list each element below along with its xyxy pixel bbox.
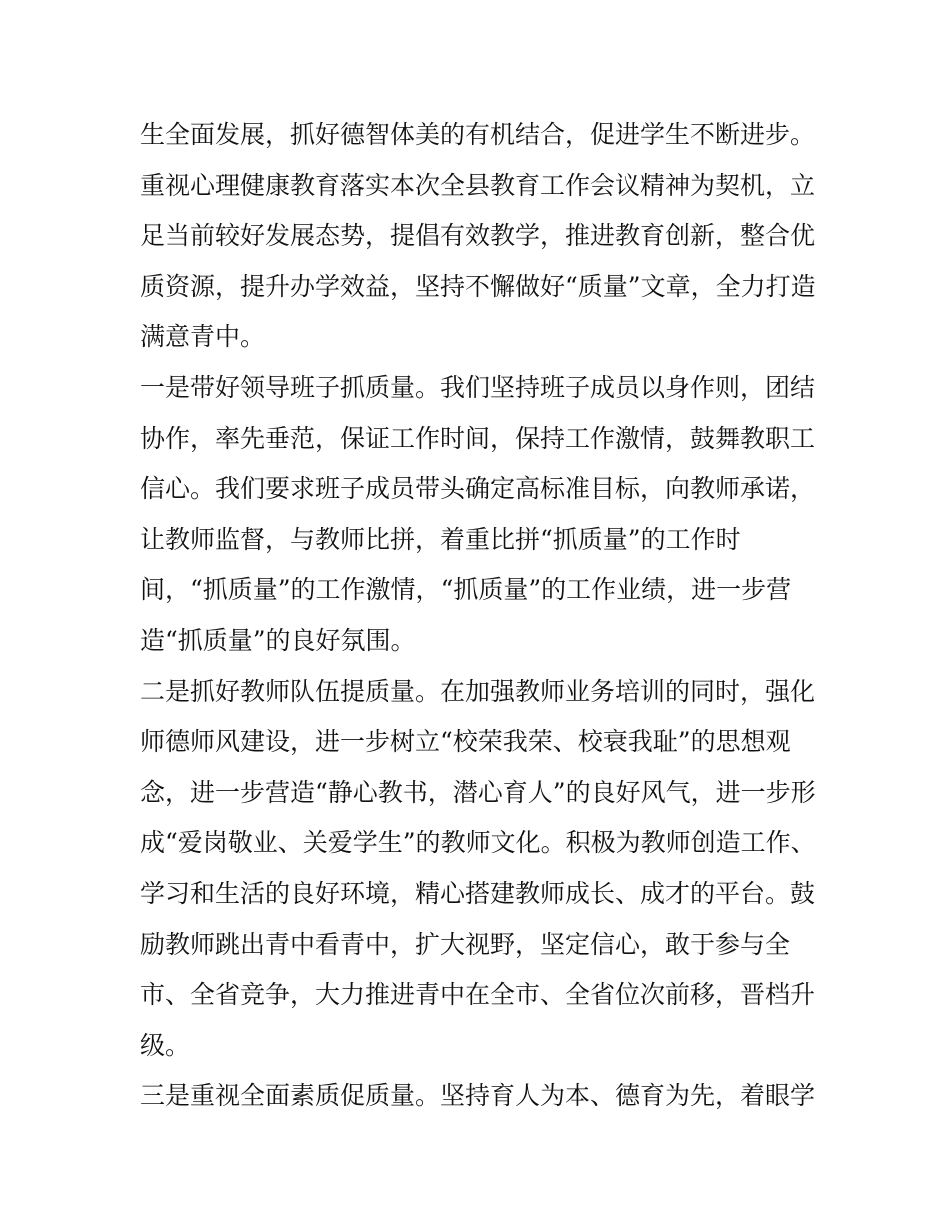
paragraph-three-start: 三是重视全面素质促质量。坚持育人为本、德育为先，着眼学 [140, 1081, 816, 1111]
text-line: 重视心理健康教育落实本次全县教育工作会议精神为契机，立 [140, 170, 816, 200]
text-line: 师德师风建设，进一步树立“校荣我荣、校衰我耻”的思想观 [140, 727, 791, 757]
text-line: 级。 [140, 1030, 191, 1060]
text-line: 足当前较好发展态势，提倡有效教学，推进教育创新，整合优 [140, 221, 816, 251]
text-line: 满意青中。 [140, 322, 266, 352]
text-line: 让教师监督，与教师比拼，着重比拼“抓质量”的工作时 [140, 524, 741, 554]
text-line: 信心。我们要求班子成员带头确定高标准目标，向教师承诺， [140, 474, 816, 504]
text-line: 励教师跳出青中看青中，扩大视野，坚定信心，敢于参与全 [140, 929, 791, 959]
text-line: 市、全省竞争，大力推进青中在全市、全省位次前移，晋档升 [140, 980, 816, 1010]
text-line: 造“抓质量”的良好氛围。 [140, 625, 416, 655]
text-line: 质资源，提升办学效益，坚持不懈做好“质量”文章，全力打造 [140, 271, 816, 301]
paragraph-one-start: 一是带好领导班子抓质量。我们坚持班子成员以身作则，团结 [140, 372, 816, 402]
paragraph-two-start: 二是抓好教师队伍提质量。在加强教师业务培训的同时，强化 [140, 676, 816, 706]
text-line: 念，进一步营造“静心教书，潜心育人”的良好风气，进一步形 [140, 777, 816, 807]
text-line: 成“爱岗敬业、关爱学生”的教师文化。积极为教师创造工作、 [140, 828, 816, 858]
text-line: 协作，率先垂范，保证工作时间，保持工作激情，鼓舞教职工 [140, 423, 816, 453]
document-body [140, 110, 820, 1122]
text-line: 学习和生活的良好环境，精心搭建教师成长、成才的平台。鼓 [140, 878, 816, 908]
text-line: 生全面发展，抓好德智体美的有机结合，促进学生不断进步。 [140, 120, 816, 149]
text-line: 间，“抓质量”的工作激情，“抓质量”的工作业绩，进一步营 [140, 575, 792, 605]
